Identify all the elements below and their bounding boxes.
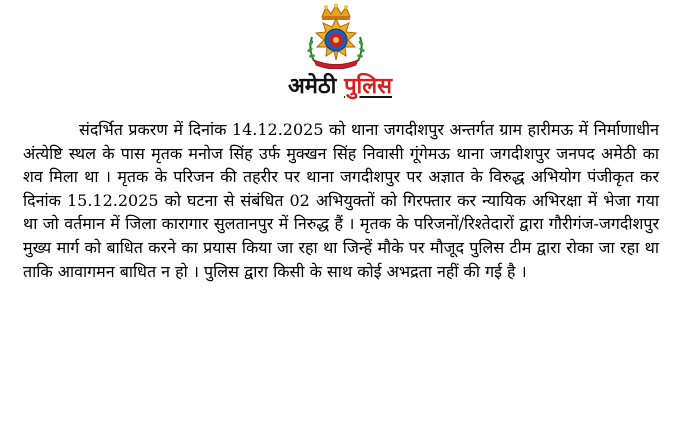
title-district: अमेठी <box>287 74 337 99</box>
emblem-graphic <box>300 3 372 69</box>
police-emblem-icon <box>300 3 372 69</box>
page-title <box>0 73 680 101</box>
title-police: पुलिस <box>344 74 393 99</box>
press-note-paragraph: संदर्भित प्रकरण में दिनांक 14.12.2025 को थाना जगदीशपुर अन्तर्गत ग्राम हारीमऊ में निर्माणाधीन अंत्येष्टि स्थल के पास मृतक मनोज सिंह उर्फ मुक्खन सिंह निवासी गूंगेमऊ थाना जगदीशपुर जनपद अमेठी का शव मिला था । मृतक के परिजन की तहरीर पर थाना जगदीशपुर पर अज्ञात के विरुद्ध अभियोग पंजीकृत कर दिनांक 15.12.2025 को घटना से संबंधित 02 अभियुक्तों को गिरफ्तार कर न्यायिक अभिरक्षा में भेजा गया था जो वर्तमान में जिला कारागार सुलतानपुर में निरुद्ध हैं । मृतक के परिजनों/रिश्तेदारों द्वारा गौरीगंज-जगदीशपुर मुख्य मार्ग को बाधित करने का प्रयास किया जा रहा था जिन्हें मौके पर मौजूद पुलिस टीम द्वारा रोका जा रहा था ताकि आवागमन बाधित न हो । पुलिस द्वारा किसी के साथ कोई अभद्रता नहीं की गई है । <box>23 120 659 281</box>
